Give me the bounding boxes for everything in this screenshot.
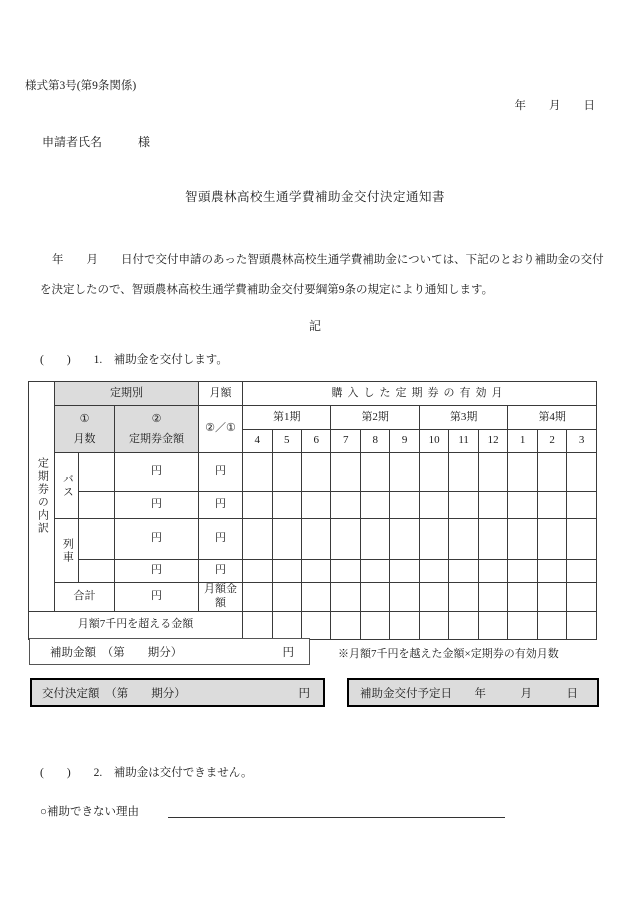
grant-date-label: 補助金交付予定日 — [360, 687, 452, 700]
train2-monthly-cell: 円 — [199, 560, 243, 583]
month-12: 12 — [478, 430, 507, 453]
month-cell — [360, 560, 389, 583]
addressee-line: 申請者氏名 様 — [42, 135, 151, 149]
monthly-amount-label: 月額金額 — [199, 583, 243, 612]
month-cell — [537, 611, 566, 639]
month-cell — [449, 453, 478, 492]
month-cell — [449, 519, 478, 560]
month-cell — [390, 611, 419, 639]
month-cell — [567, 611, 597, 639]
month-cell — [331, 611, 360, 639]
header-ratio: ②／① — [199, 406, 243, 453]
month-cell — [243, 560, 272, 583]
month-cell — [390, 492, 419, 519]
month-cell — [478, 453, 507, 492]
month-cell — [419, 560, 448, 583]
month-cell — [567, 453, 597, 492]
item-2-no-grant: ( ) 2. 補助金は交付できません。 — [40, 767, 253, 779]
row-label-train: 列車 — [55, 519, 79, 583]
month-cell — [331, 453, 360, 492]
month-cell — [301, 453, 330, 492]
month-cell — [272, 492, 301, 519]
month-cell — [508, 519, 537, 560]
date-line: 年 月 日 — [514, 100, 595, 112]
month-cell — [567, 492, 597, 519]
month-cell — [360, 453, 389, 492]
train2-amount-cell: 円 — [115, 560, 199, 583]
body-paragraph-line2: を決定したので、智頭農林高校生通学費補助金交付要綱第9条の規定により通知します。 — [40, 284, 494, 296]
month-cell — [243, 519, 272, 560]
month-cell — [478, 611, 507, 639]
month-cell — [301, 560, 330, 583]
month-cell — [508, 583, 537, 612]
bus2-amount-cell: 円 — [115, 492, 199, 519]
month-cell — [301, 519, 330, 560]
month-cell — [478, 560, 507, 583]
reason-underline — [168, 801, 505, 818]
train1-monthly-cell: 円 — [199, 519, 243, 560]
month-cell — [360, 611, 389, 639]
subsidy-amount-yen: 円 — [282, 646, 294, 659]
month-11: 11 — [449, 430, 478, 453]
grant-decision-box — [30, 678, 325, 707]
month-cell — [301, 492, 330, 519]
month-cell — [331, 492, 360, 519]
month-3: 3 — [567, 430, 597, 453]
month-cell — [272, 519, 301, 560]
header-months-count: ① 月数 — [55, 406, 115, 453]
ki-heading: 記 — [308, 319, 321, 333]
grant-date-fields: 年 月 日 — [474, 687, 578, 700]
month-cell — [478, 519, 507, 560]
month-1: 1 — [508, 430, 537, 453]
month-4: 4 — [243, 430, 272, 453]
month-cell — [272, 560, 301, 583]
bus2-monthly-cell: 円 — [199, 492, 243, 519]
train2-months-cell — [79, 560, 115, 583]
month-cell — [390, 560, 419, 583]
header-valid-months: 購入した定期券の有効月 — [243, 382, 597, 406]
month-cell — [567, 583, 597, 612]
month-cell — [508, 453, 537, 492]
total-amount-cell: 円 — [115, 583, 199, 612]
month-2: 2 — [537, 430, 566, 453]
grant-date-box — [347, 678, 599, 707]
item-1-grant: ( ) 1. 補助金を交付します。 — [40, 354, 228, 366]
table-corner-label: 定期券の内訳 — [29, 382, 55, 612]
bus2-months-cell — [79, 492, 115, 519]
month-cell — [537, 583, 566, 612]
month-cell — [419, 583, 448, 612]
month-cell — [508, 492, 537, 519]
month-cell — [537, 453, 566, 492]
total-label: 合計 — [55, 583, 115, 612]
month-cell — [567, 560, 597, 583]
month-cell — [272, 453, 301, 492]
month-cell — [567, 519, 597, 560]
month-cell — [390, 453, 419, 492]
month-cell — [537, 519, 566, 560]
month-cell — [478, 492, 507, 519]
subsidy-amount-box — [29, 638, 310, 665]
month-cell — [449, 611, 478, 639]
grant-decision-label: 交付決定額 （第 期分） — [42, 687, 186, 700]
header-pass-amount: ② 定期券金額 — [115, 406, 199, 453]
document-title: 智頭農林高校生通学費補助金交付決定通知書 — [184, 190, 445, 204]
month-cell — [449, 560, 478, 583]
month-cell — [419, 492, 448, 519]
month-7: 7 — [331, 430, 360, 453]
month-cell — [537, 560, 566, 583]
train1-months-cell — [79, 519, 115, 560]
month-9: 9 — [390, 430, 419, 453]
header-period-1: 第1期 — [243, 406, 331, 430]
month-cell — [331, 560, 360, 583]
month-cell — [301, 611, 330, 639]
month-cell — [243, 453, 272, 492]
header-getsugaku: 月額 — [199, 382, 243, 406]
month-cell — [390, 519, 419, 560]
header-period-2: 第2期 — [331, 406, 419, 430]
month-cell — [331, 519, 360, 560]
month-cell — [331, 583, 360, 612]
train1-amount-cell: 円 — [115, 519, 199, 560]
month-cell — [537, 492, 566, 519]
month-cell — [272, 611, 301, 639]
bus1-monthly-cell: 円 — [199, 453, 243, 492]
over-7000-label: 月額7千円を超える金額 — [29, 611, 243, 639]
month-cell — [390, 583, 419, 612]
month-cell — [508, 611, 537, 639]
month-cell — [272, 583, 301, 612]
body-paragraph-line1: 年 月 日付で交付申請のあった智頭農林高校生通学費補助金については、下記のとおり補助金の交付 — [52, 254, 604, 266]
month-10: 10 — [419, 430, 448, 453]
month-cell — [301, 583, 330, 612]
month-cell — [360, 583, 389, 612]
month-cell — [449, 492, 478, 519]
header-period-4: 第4期 — [508, 406, 597, 430]
subsidy-table — [28, 381, 597, 640]
calculation-note: ※月額7千円を越えた金額×定期券の有効月数 — [338, 648, 559, 660]
month-cell — [419, 519, 448, 560]
header-teikibetsu: 定期別 — [55, 382, 199, 406]
form-number: 様式第3号(第9条関係) — [25, 80, 137, 92]
month-cell — [360, 492, 389, 519]
reason-label: ○補助できない理由 — [40, 806, 139, 818]
month-5: 5 — [272, 430, 301, 453]
subsidy-amount-label: 補助金額 （第 期分） — [50, 646, 183, 659]
month-cell — [243, 492, 272, 519]
grant-decision-yen: 円 — [298, 687, 310, 700]
bus1-months-cell — [79, 453, 115, 492]
bus1-amount-cell: 円 — [115, 453, 199, 492]
month-cell — [419, 453, 448, 492]
header-period-3: 第3期 — [419, 406, 507, 430]
month-cell — [360, 519, 389, 560]
month-cell — [243, 583, 272, 612]
month-cell — [419, 611, 448, 639]
month-cell — [449, 583, 478, 612]
month-8: 8 — [360, 430, 389, 453]
month-cell — [243, 611, 272, 639]
row-label-bus: バス — [55, 453, 79, 519]
month-cell — [478, 583, 507, 612]
month-6: 6 — [301, 430, 330, 453]
month-cell — [508, 560, 537, 583]
